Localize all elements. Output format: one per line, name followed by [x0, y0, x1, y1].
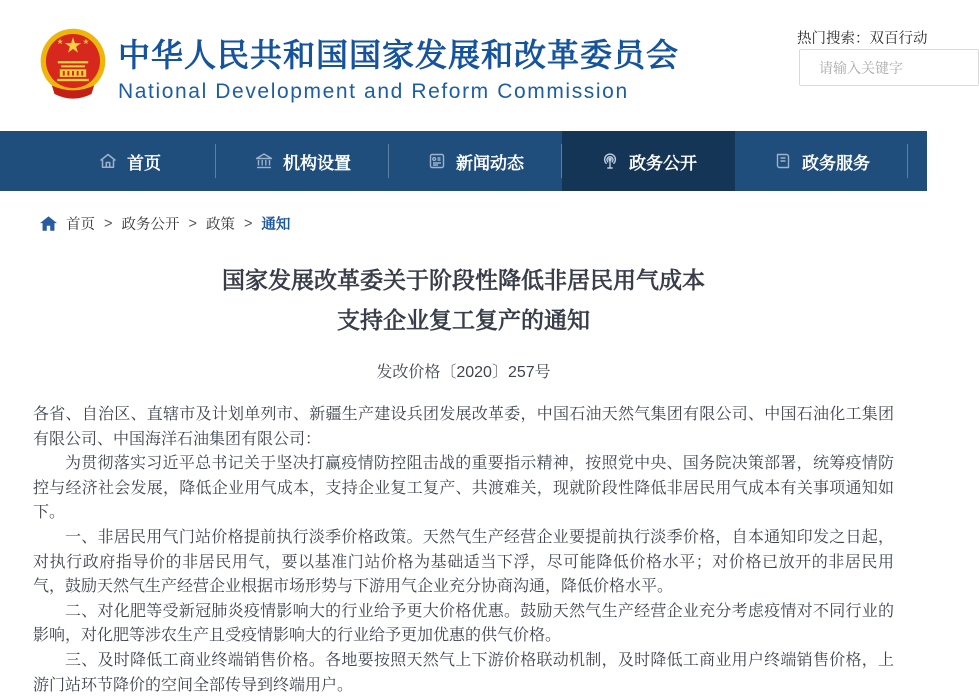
home-icon — [98, 151, 118, 171]
institution-icon — [254, 151, 274, 171]
paragraph-recipients: 各省、自治区、直辖市及计划单列市、新疆生产建设兵团发展改革委，中国石油天然气集团有限公司、中国石油化工集团有限公司、中国海洋石油集团有限公司： — [33, 406, 894, 448]
search-box — [799, 49, 979, 86]
paragraph-item-1: 一、非居民用气门站价格提前执行淡季价格政策。天然气生产经营企业要提前执行淡季价格，自本通知印发之日起，对执行政府指导价的非居民用气，要以基准门站价格为基础适当下浮，尽可能降低价格水平；对价格已放开的非居民用气，鼓励天然气生产经营企业根据市场形势与下游用气企业充分协商沟通，降低价格水平。 — [33, 528, 894, 596]
breadcrumb — [40, 213, 927, 234]
nav-item-gov-disclosure[interactable] — [562, 131, 735, 191]
search-input[interactable] — [800, 50, 978, 85]
breadcrumb-home-icon[interactable] — [40, 216, 57, 232]
hot-search-term-link[interactable]: 双百行动 — [869, 31, 928, 47]
nav-item-organization[interactable] — [216, 131, 389, 191]
paragraph-item-3: 三、及时降低工商业终端销售价格。各地要按照天然气上下游价格联动机制，及时降低工商业用户终端销售价格，上游门站环节降价的空间全部传导到终端用户。 — [33, 651, 894, 694]
document-title-line1: 国家发展改革委关于阶段性降低非居民用气成本 — [222, 267, 705, 293]
document-title — [0, 260, 927, 340]
document-number: 发改价格〔2020〕257号 — [376, 364, 551, 381]
nav-item-gov-services[interactable] — [735, 131, 908, 191]
breadcrumb-item-current: 通知 — [261, 217, 291, 233]
nav-item-news[interactable] — [389, 131, 562, 191]
site-title-english: National Development and Reform Commission — [118, 80, 629, 103]
nav-item-label: 首页 — [127, 153, 161, 173]
document-title-line2: 支持企业复工复产的通知 — [337, 307, 590, 333]
national-emblem-logo — [40, 27, 106, 107]
breadcrumb-separator: > — [188, 215, 197, 232]
broadcast-icon — [600, 151, 620, 171]
document-icon — [773, 151, 793, 171]
news-icon — [427, 151, 447, 171]
site-title-block — [118, 30, 679, 104]
nav-item-label: 新闻动态 — [456, 153, 524, 173]
site-header — [0, 0, 927, 131]
nav-item-label: 政务服务 — [802, 153, 870, 173]
breadcrumb-item-policy[interactable]: 政策 — [205, 217, 235, 233]
nav-item-home[interactable] — [43, 131, 216, 191]
nav-item-label: 机构设置 — [283, 153, 351, 173]
paragraph-preamble: 为贯彻落实习近平总书记关于坚决打赢疫情防控阻击战的重要指示精神，按照党中央、国务院决策部署，统筹疫情防控与经济社会发展，降低企业用气成本，支持企业复工复产、共渡难关，现就阶段性降低非居民用气成本有关事项通知如下。 — [33, 455, 894, 522]
breadcrumb-separator: > — [243, 215, 253, 232]
site-title-chinese: 中华人民共和国国家发展和改革委员会 — [118, 37, 680, 73]
paragraph-item-2: 二、对化肥等受新冠肺炎疫情影响大的行业给予更大价格优惠。鼓励天然气生产经营企业充分考虑疫情对不同行业的影响，对化肥等涉农生产且受疫情影响大的行业给予更加优惠的供气价格。 — [33, 602, 894, 645]
document-body — [33, 403, 894, 698]
nav-item-label: 政务公开 — [629, 153, 697, 173]
breadcrumb-item-gov-disclosure[interactable]: 政务公开 — [121, 217, 180, 233]
hot-search-label: 热门搜索： — [797, 31, 870, 47]
breadcrumb-separator: > — [104, 215, 113, 232]
hot-search — [797, 27, 928, 48]
main-navigation — [0, 131, 927, 191]
breadcrumb-item-home[interactable]: 首页 — [66, 217, 95, 233]
